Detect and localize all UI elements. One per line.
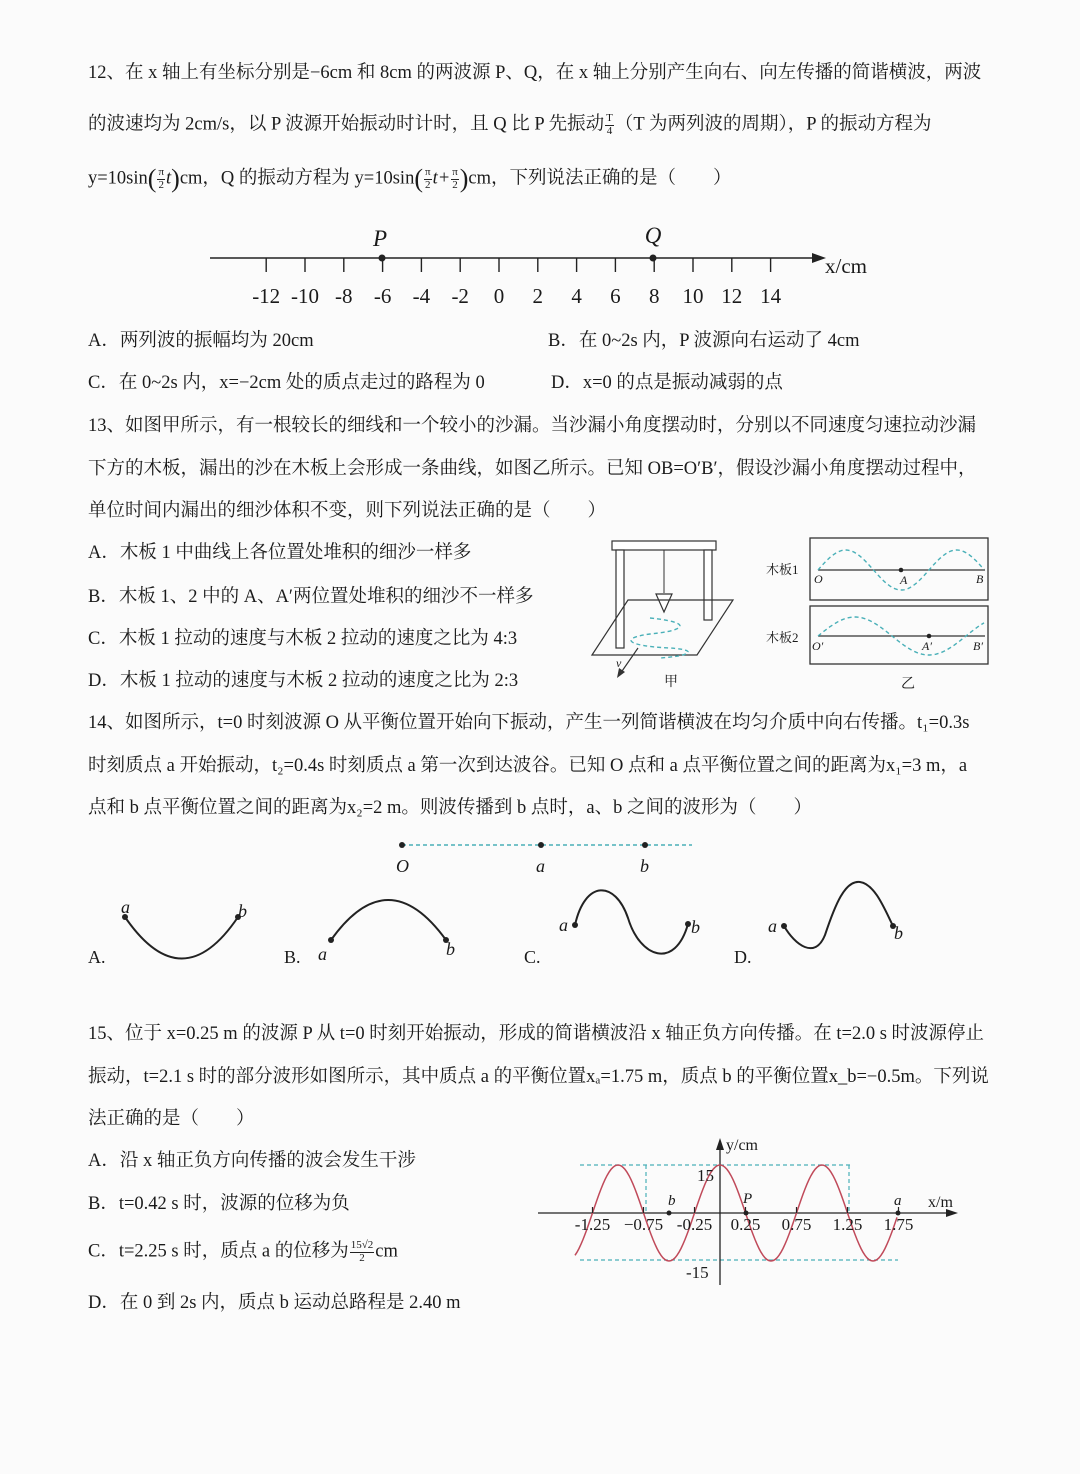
tick-label: 0 xyxy=(493,284,505,308)
option-c-letter: C. xyxy=(524,947,541,967)
x-axis-label: x/m xyxy=(928,1194,953,1211)
q15-tick-label: 1.25 xyxy=(832,1215,863,1234)
q15-option-b[interactable]: B．t=0.42 s 时，波源的位移为负 xyxy=(88,1194,350,1214)
tick-label: -10 xyxy=(291,284,319,308)
option-a-label-a: a xyxy=(121,897,130,917)
q15-tick-label: 0.25 xyxy=(730,1215,761,1234)
label-a: a xyxy=(536,856,545,876)
tick-label: -4 xyxy=(412,284,431,308)
fraction-pi-over-2: $\frac{\pi}{2}$ xyxy=(425,165,431,191)
q12-question-end: cm，下列说法正确的是（ ） xyxy=(468,168,732,189)
label-O: O xyxy=(396,856,409,876)
y-axis-label: y/cm xyxy=(726,1137,758,1154)
figure-yi-caption: 乙 xyxy=(901,677,915,692)
option-d-letter: D. xyxy=(734,947,752,967)
tick-label: -12 xyxy=(252,284,281,308)
point-b xyxy=(667,1211,672,1216)
q12-option-d[interactable]: D．x=0 的点是振动减弱的点 xyxy=(551,373,783,393)
q12-option-a[interactable]: A．两列波的振幅均为 20cm xyxy=(88,331,314,351)
point-P xyxy=(744,1211,749,1216)
q12-line-2-b: （T 为两列波的周期），P 的振动方程为 xyxy=(614,114,932,135)
fraction-T-over-4: $\frac{T}{4}$ xyxy=(606,112,613,137)
label-A: A xyxy=(900,573,908,587)
tick-label: 14 xyxy=(760,284,782,308)
label-Q: Q xyxy=(644,223,662,248)
label-B-prime: B′ xyxy=(973,639,983,653)
q12-option-b[interactable]: B．在 0~2s 内，P 波源向右运动了 4cm xyxy=(548,331,860,351)
q14-line-2: 时刻质点 a 开始振动，t₂=0.4s 时刻质点 a 第一次到达波谷。已知 O 点和 a 点平衡位置之间的距离为x₁=3 m，a xyxy=(88,756,968,776)
tick-label: -8 xyxy=(335,284,353,308)
point-a xyxy=(896,1211,901,1216)
p-equation-label: y=10sin xyxy=(88,168,148,189)
option-a-letter: A. xyxy=(88,947,106,967)
board-1-label: 木板1 xyxy=(766,562,799,577)
label-B: B xyxy=(976,572,984,586)
option-a-label-b: b xyxy=(238,901,247,921)
velocity-label: v xyxy=(616,656,622,670)
tick-label: 8 xyxy=(648,284,660,308)
label-P: P xyxy=(743,1191,753,1207)
q-equation-label: cm，Q 的振动方程为 y=10sin xyxy=(179,168,415,189)
option-c-label-b: b xyxy=(691,917,700,937)
q15-tick-label: -0.25 xyxy=(676,1215,713,1234)
tick-label: 10 xyxy=(682,284,704,308)
tick-label: -2 xyxy=(451,284,469,308)
q13-line-1: 13、如图甲所示，有一根较长的细线和一个较小的沙漏。当沙漏小角度摆动时，分别以不同速度匀速拉动沙漏 xyxy=(88,416,977,436)
q12-line-1: 12、在 x 轴上有坐标分别是−6cm 和 8cm 的两波源 P、Q，在 x 轴上分别产生向右、向左传播的简谐横波，两波 xyxy=(88,63,982,83)
q15-line-3: 法正确的是（ ） xyxy=(88,1109,255,1129)
q15-tick-label: 0.75 xyxy=(781,1215,812,1234)
q15-line-2: 振动，t=2.1 s 时的部分波形如图所示，其中质点 a 的平衡位置xₐ=1.75 m，质点 b 的平衡位置x_b=−0.5m。下列说 xyxy=(88,1067,989,1087)
q12-line-2-a: 的波速均为 2cm/s，以 P 波源开始振动时计时，且 Q 比 P 先振动 xyxy=(88,114,605,135)
label-a: a xyxy=(894,1193,902,1209)
tick-label: 12 xyxy=(721,284,743,308)
q12-line-3: y=10sin( $\frac{\pi}{2}$ t)cm，Q 的振动方程为 y=10sin( $\frac{\pi}{2}$ t+ $\frac{\pi}{2}$ )cm，下列说法正确的是（ ） xyxy=(88,164,732,193)
q15-tick-label: −0.75 xyxy=(623,1215,664,1234)
tick-label: -6 xyxy=(373,284,392,308)
option-b-label-a: a xyxy=(318,944,327,964)
q15-option-c[interactable]: C．t=2.25 s 时，质点 a 的位移为 $\frac{15√2}{2}$ cm xyxy=(88,1239,398,1264)
q14-line-3: 点和 b 点平衡位置之间的距离为x₂=2 m。则波传播到 b 点时，a、b 之间的波形为（ ） xyxy=(88,798,812,818)
fraction-pi-over-2: $\frac{\pi}{2}$ xyxy=(452,165,458,191)
q15-tick-label: 1.75 xyxy=(883,1215,914,1234)
label-A-prime: A′ xyxy=(922,639,932,653)
option-d-label-b: b xyxy=(894,923,903,943)
y-tick-15: 15 xyxy=(697,1166,714,1185)
label-P: P xyxy=(372,226,388,251)
board-2-label: 木板2 xyxy=(766,630,799,645)
option-b-letter: B. xyxy=(284,947,301,967)
option-b-label-b: b xyxy=(446,939,455,959)
fraction-15sqrt2-over-2: $\frac{15√2}{2}$ xyxy=(350,1239,374,1264)
q14-line-1: 14、如图所示，t=0 时刻波源 O 从平衡位置开始向下振动，产生一列简谐横波在均匀介质中向右传播。t₁=0.3s xyxy=(88,713,970,733)
q15-option-a[interactable]: A．沿 x 轴正负方向传播的波会发生干涉 xyxy=(88,1151,416,1171)
label-O: O xyxy=(814,572,823,586)
option-c-label-a: a xyxy=(559,915,568,935)
y-tick-neg-15: -15 xyxy=(686,1263,709,1282)
q13-line-3: 单位时间内漏出的细沙体积不变，则下列说法正确的是（ ） xyxy=(88,501,607,521)
q13-option-a[interactable]: A．木板 1 中曲线上各位置处堆积的细沙一样多 xyxy=(88,543,472,563)
q15-line-1: 15、位于 x=0.25 m 的波源 P 从 t=0 时刻开始振动，形成的简谐横波沿 x 轴正负方向传播。在 t=2.0 s 时波源停止 xyxy=(88,1024,985,1044)
label-b: b xyxy=(640,856,649,876)
q13-option-c[interactable]: C．木板 1 拉动的速度与木板 2 拉动的速度之比为 4:3 xyxy=(88,629,518,649)
option-d-label-a: a xyxy=(768,916,777,936)
axis-label-x-cm: x/cm xyxy=(825,254,867,278)
tick-label: 4 xyxy=(571,284,582,308)
label-b: b xyxy=(668,1193,676,1209)
tick-label: 6 xyxy=(610,284,621,308)
q13-line-2: 下方的木板，漏出的沙在木板上会形成一条曲线，如图乙所示。已知 OB=O′B′，假设沙漏小角度摆动过程中， xyxy=(88,459,977,479)
tick-label: 2 xyxy=(532,284,544,308)
figure-jia-caption: 甲 xyxy=(664,675,678,690)
q12-option-c[interactable]: C．在 0~2s 内，x=−2cm 处的质点走过的路程为 0 xyxy=(88,373,485,393)
q13-option-d[interactable]: D．木板 1 拉动的速度与木板 2 拉动的速度之比为 2:3 xyxy=(88,671,519,691)
fraction-pi-over-2: $\frac{\pi}{2}$ xyxy=(158,165,165,191)
q13-option-b[interactable]: B．木板 1、2 中的 A、A′两位置处堆积的细沙不一样多 xyxy=(88,587,534,607)
q15-option-d[interactable]: D．在 0 到 2s 内，质点 b 运动总路程是 2.40 m xyxy=(88,1293,461,1313)
q15-tick-label: -1.25 xyxy=(574,1215,611,1234)
label-O-prime: O′ xyxy=(812,639,824,653)
